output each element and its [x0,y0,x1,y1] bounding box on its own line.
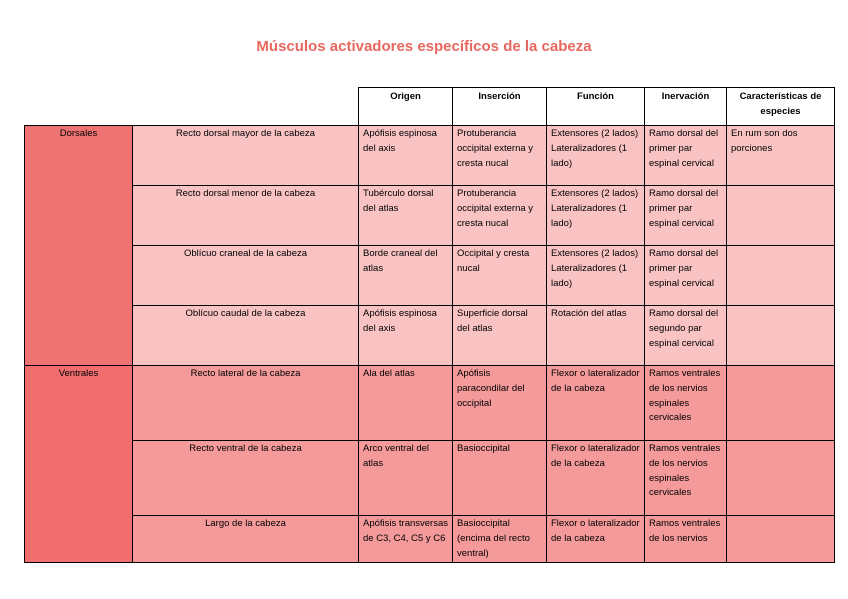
cell-funcion: Flexor o lateralizador de la cabeza [547,366,645,441]
cell-inervacion: Ramo dorsal del primer par espinal cervical [645,246,727,306]
muscle-name: Largo de la cabeza [133,516,359,563]
muscles-table [24,87,835,563]
cell-funcion: Rotación del atlas [547,306,645,366]
cell-funcion: Flexor o lateralizador de la cabeza [547,516,645,563]
cell-insercion: Apófisis paracondilar del occipital [453,366,547,441]
cell-origen: Ala del atlas [359,366,453,441]
header-inervacion: Inervación [645,88,727,126]
header-blank-muscle [133,88,359,126]
cell-inervacion: Ramos ventrales de los nervios espinales cervicales [645,366,727,441]
cell-caracteristicas [727,246,835,306]
cell-funcion: Extensores (2 lados) Lateralizadores (1 lado) [547,246,645,306]
cell-insercion: Protuberancia occipital externa y cresta nucal [453,126,547,186]
cell-origen: Arco ventral del atlas [359,441,453,516]
muscle-name: Oblícuo caudal de la cabeza [133,306,359,366]
document-title: Músculos activadores específicos de la cabeza [256,38,592,55]
table-row [25,516,835,563]
cell-inervacion: Ramos ventrales de los nervios espinales cervicales [645,441,727,516]
header-row [25,88,835,126]
cell-origen: Apófisis espinosa del axis [359,126,453,186]
cell-inervacion: Ramo dorsal del primer par espinal cervical [645,126,727,186]
table-row [25,126,835,186]
muscle-name: Recto ventral de la cabeza [133,441,359,516]
cell-insercion: Basioccipital [453,441,547,516]
header-origen: Origen [359,88,453,126]
cell-caracteristicas: En rum son dos porciones [727,126,835,186]
cell-caracteristicas [727,516,835,563]
muscle-name: Recto dorsal menor de la cabeza [133,186,359,246]
header-blank-group [25,88,133,126]
cell-inervacion: Ramos ventrales de los nervios [645,516,727,563]
cell-funcion: Extensores (2 lados) Lateralizadores (1 lado) [547,186,645,246]
cell-caracteristicas [727,186,835,246]
cell-origen: Apófisis espinosa del axis [359,306,453,366]
cell-caracteristicas [727,441,835,516]
header-caracteristicas: Características de especies [727,88,835,126]
table-row [25,246,835,306]
cell-inervacion: Ramo dorsal del segundo par espinal cervical [645,306,727,366]
cell-inervacion: Ramo dorsal del primer par espinal cervical [645,186,727,246]
header-insercion: Inserción [453,88,547,126]
cell-insercion: Occipital y cresta nucal [453,246,547,306]
cell-funcion: Flexor o lateralizador de la cabeza [547,441,645,516]
table-row [25,306,835,366]
header-funcion: Función [547,88,645,126]
group-dorsales: Dorsales [25,126,133,366]
cell-caracteristicas [727,306,835,366]
cell-origen: Apófisis transversas de C3, C4, C5 y C6 [359,516,453,563]
cell-funcion: Extensores (2 lados) Lateralizadores (1 lado) [547,126,645,186]
cell-origen: Tubérculo dorsal del atlas [359,186,453,246]
cell-insercion: Basioccipital (encima del recto ventral) [453,516,547,563]
table-row [25,441,835,516]
table-row [25,186,835,246]
muscle-name: Oblícuo craneal de la cabeza [133,246,359,306]
muscle-name: Recto dorsal mayor de la cabeza [133,126,359,186]
muscle-name: Recto lateral de la cabeza [133,366,359,441]
cell-origen: Borde craneal del atlas [359,246,453,306]
cell-insercion: Superficie dorsal del atlas [453,306,547,366]
cell-insercion: Protuberancia occipital externa y cresta nucal [453,186,547,246]
group-ventrales: Ventrales [25,366,133,563]
table-row [25,366,835,441]
cell-caracteristicas [727,366,835,441]
